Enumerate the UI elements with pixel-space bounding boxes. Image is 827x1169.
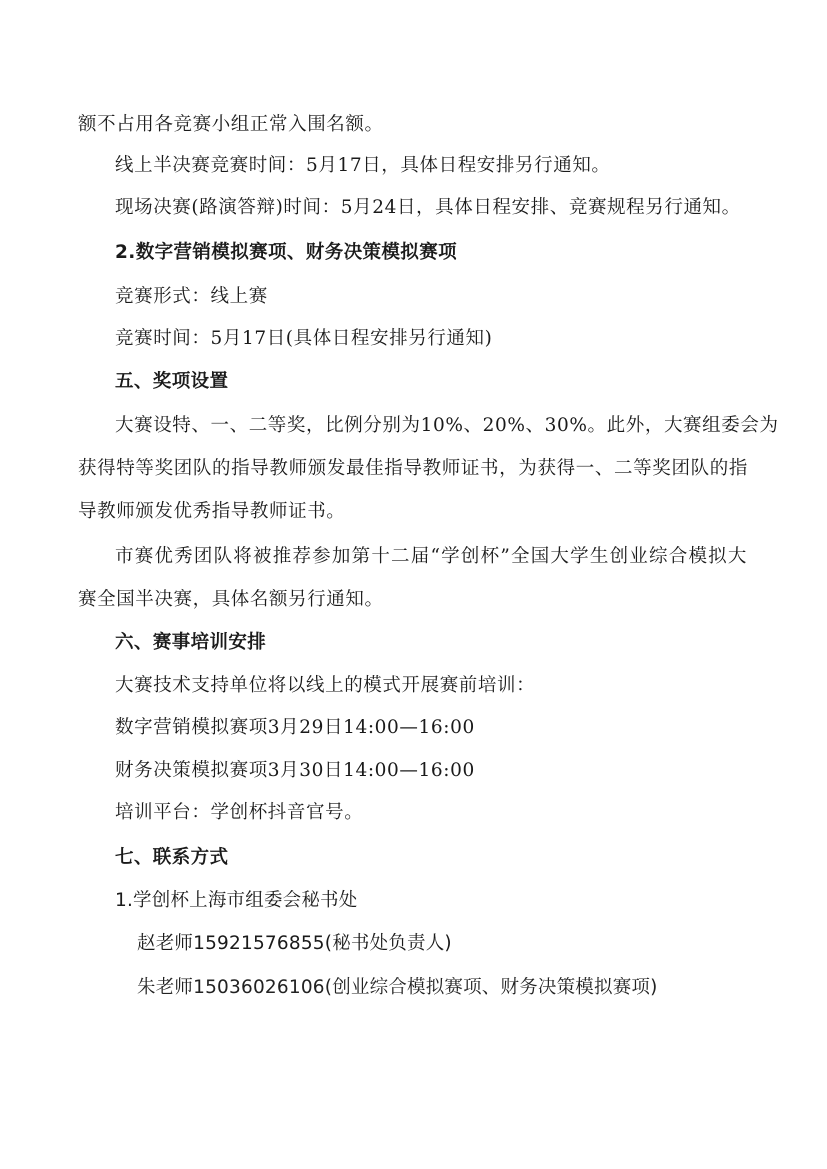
paragraph-online-semifinal-time: 线上半决赛竞赛时间：5月17日，具体日程安排另行通知。 [115,155,611,176]
paragraph-recommend-line-2: 赛全国半决赛，具体名额另行通知。 [78,589,384,610]
paragraph-competition-format: 竞赛形式：线上赛 [115,286,268,307]
subheading-secretariat: 1.学创杯上海市组委会秘书处 [115,890,358,911]
paragraph-quota-tail: 额不占用各竞赛小组正常入围名额。 [78,114,384,135]
paragraph-onsite-final-time: 现场决赛(路演答辩)时间：5月24日，具体日程安排、竞赛规程另行通知。 [115,197,741,218]
paragraph-awards-line-1: 大赛设特、一、二等奖，比例分别为10%、20%、30%。此外，大赛组委会为 [115,415,779,436]
section-heading-awards: 五、奖项设置 [115,371,229,392]
section-heading-training: 六、赛事培训安排 [115,632,267,653]
paragraph-competition-time: 竞赛时间：5月17日(具体日程安排另行通知) [115,328,493,349]
paragraph-awards-line-2: 获得特等奖团队的指导教师颁发最佳指导教师证书，为获得一、二等奖团队的指 [78,458,748,479]
paragraph-training-intro: 大赛技术支持单位将以线上的模式开展赛前培训： [115,675,536,696]
paragraph-training-finance: 财务决策模拟赛项3月30日14:00—16:00 [115,760,475,781]
paragraph-awards-line-3: 导教师颁发优秀指导教师证书。 [78,501,346,522]
contact-zhao: 赵老师15921576855(秘书处负责人) [137,933,452,954]
paragraph-training-marketing: 数字营销模拟赛项3月29日14:00—16:00 [115,717,475,738]
subheading-marketing-finance: 2.数字营销模拟赛项、财务决策模拟赛项 [115,242,458,263]
contact-zhu: 朱老师15036026106(创业综合模拟赛项、财务决策模拟赛项) [137,977,658,998]
section-heading-contact: 七、联系方式 [115,847,229,868]
paragraph-recommend-line-1: 市赛优秀团队将被推荐参加第十二届“学创杯”全国大学生创业综合模拟大 [115,546,747,567]
paragraph-training-platform: 培训平台：学创杯抖音官号。 [115,802,364,823]
